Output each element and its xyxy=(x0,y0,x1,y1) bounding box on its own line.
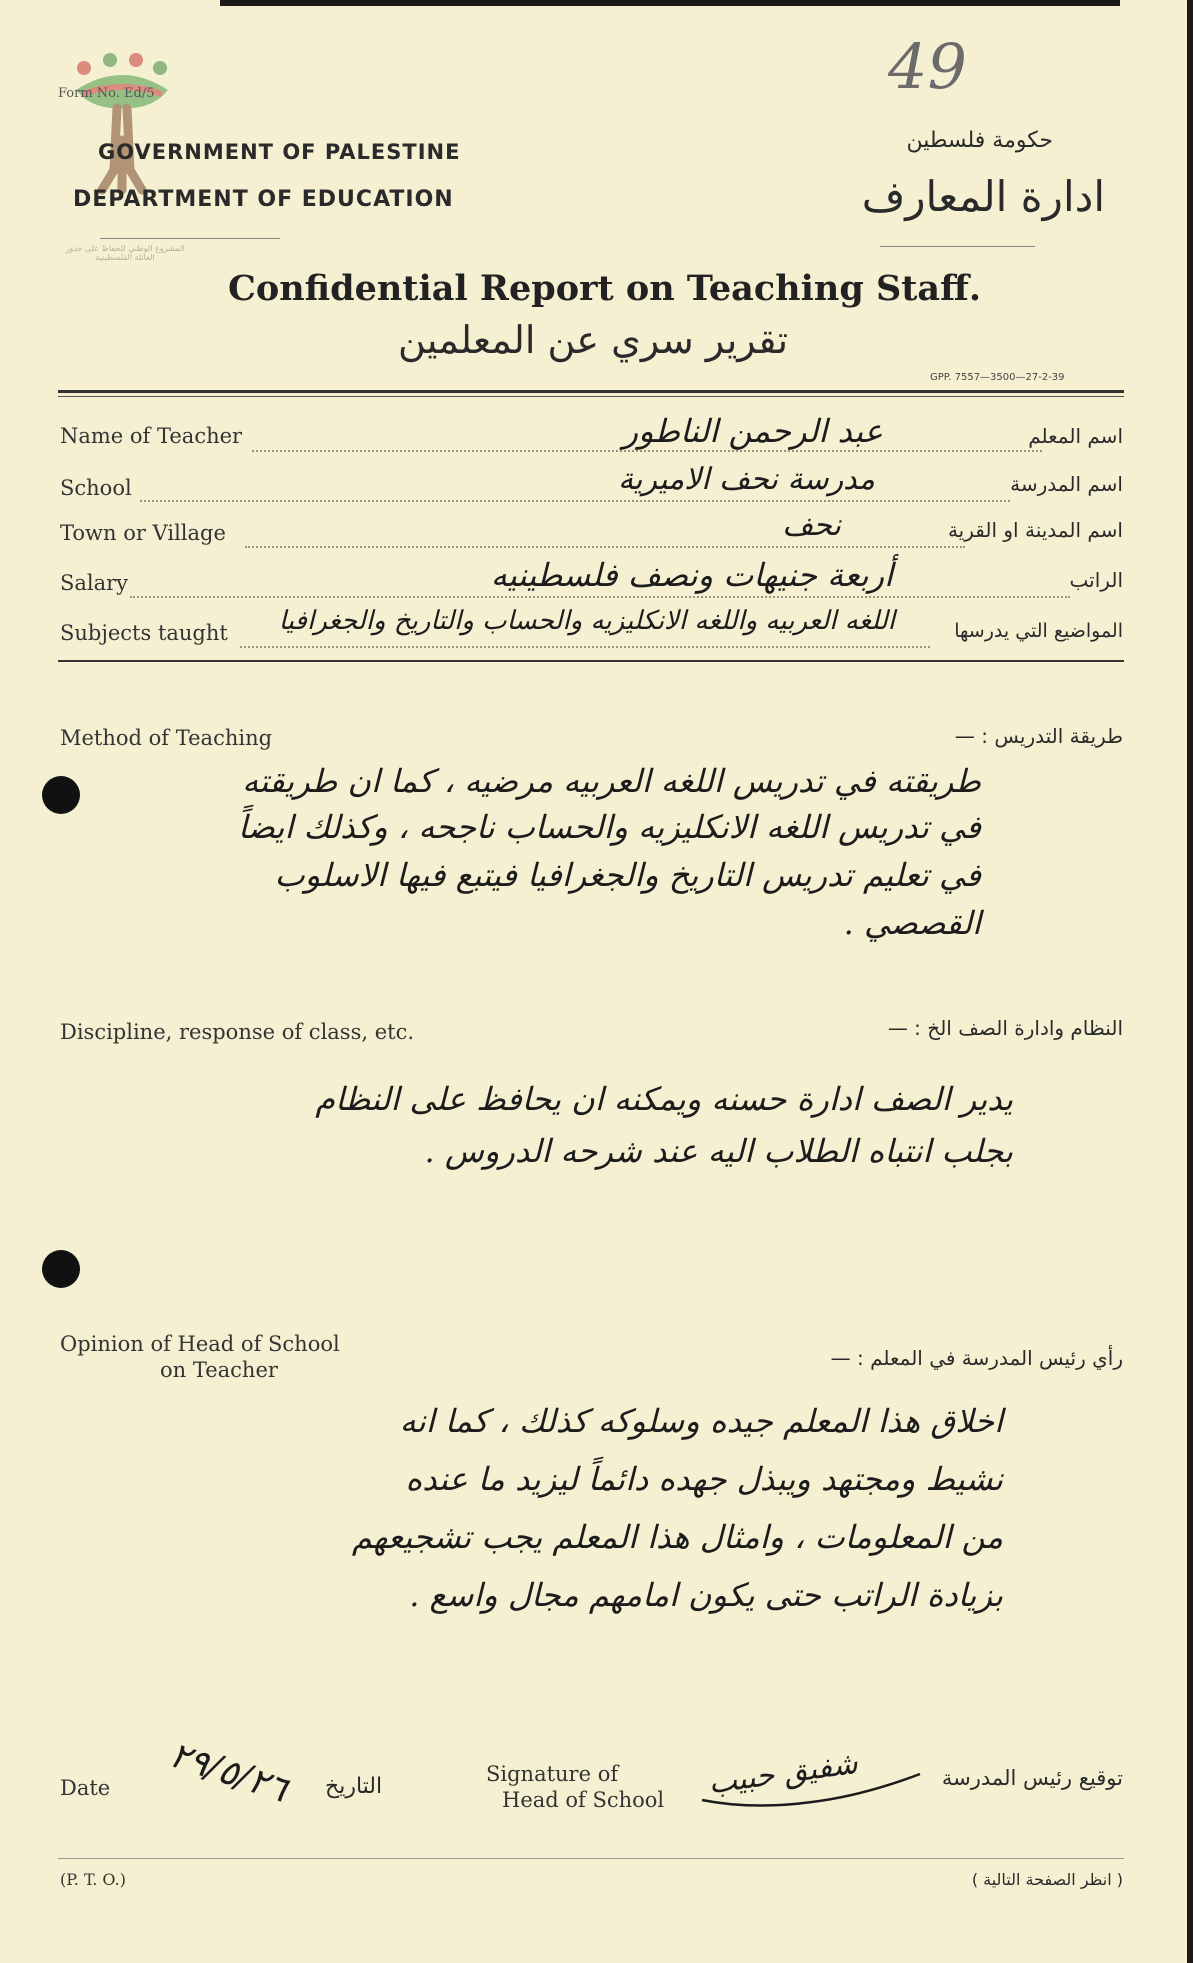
label-salary: Salary xyxy=(60,571,129,595)
label-school: School xyxy=(60,476,132,500)
opinion-line-1: اخلاق هذا المعلم جيده وسلوكه كذلك ، كما انه xyxy=(399,1402,1003,1440)
scan-edge-right xyxy=(1187,0,1193,1963)
header-rule-right xyxy=(880,246,1035,247)
method-line-2: في تدريس اللغه الانكليزيه والحساب ناجحه ، وكذلك ايضاً xyxy=(238,808,981,846)
government-title-en: GOVERNMENT OF PALESTINE xyxy=(98,140,461,164)
label-town-or-village: Town or Village xyxy=(60,521,226,545)
opinion-label-en-1: Opinion of Head of School xyxy=(60,1332,340,1356)
label-subjects-taught: Subjects taught xyxy=(60,621,228,645)
method-label-en: Method of Teaching xyxy=(60,726,273,750)
discipline-line-2: بجلب انتباه الطلاب اليه عند شرحه الدروس . xyxy=(424,1132,1013,1170)
department-title-ar: ادارة المعارف xyxy=(861,172,1105,221)
government-title-ar: حكومة فلسطين xyxy=(906,128,1053,153)
signature-label-en-2: Head of School xyxy=(502,1788,665,1812)
label-salary-ar: الراتب xyxy=(1069,568,1123,592)
punch-hole-top xyxy=(42,776,80,814)
label-subjects-taught-ar: المواضيع التي يدرسها xyxy=(954,620,1123,642)
dots-row-2 xyxy=(140,500,1010,502)
method-line-1: طريقته في تدريس اللغه العربيه مرضيه ، كما ان طريقته xyxy=(242,762,981,800)
signature-label-en-1: Signature of xyxy=(486,1762,619,1786)
date-label-ar: التاريخ xyxy=(325,1774,383,1799)
date-value: ٢٩/٥/٢٦ xyxy=(164,1734,293,1811)
method-line-3: في تعليم تدريس التاريخ والجغرافيا فيتبع فيها الاسلوب xyxy=(274,856,981,894)
footer-rule xyxy=(58,1858,1124,1859)
report-title-en: Confidential Report on Teaching Staff. xyxy=(228,268,982,309)
department-title-en: DEPARTMENT OF EDUCATION xyxy=(73,187,454,212)
opinion-line-4: بزيادة الراتب حتى يكون امامهم مجال واسع . xyxy=(409,1576,1003,1614)
watermark-logo-icon xyxy=(62,50,182,210)
opinion-label-en-2: on Teacher xyxy=(160,1358,278,1382)
method-label-ar: طريقة التدريس : — xyxy=(954,724,1123,748)
opinion-line-3: من المعلومات ، وامثال هذا المعلم يجب تشجيعهم xyxy=(351,1518,1003,1556)
dots-row-3 xyxy=(245,546,965,548)
page-number: 49 xyxy=(888,30,967,103)
header-rule-left xyxy=(100,238,280,239)
dots-row-4 xyxy=(130,596,1070,598)
watermark-text: المشروع الوطني للحفاظ على جذور العائلة الفلسطينية xyxy=(65,244,185,262)
value-name-of-teacher: عبد الرحمن الناطور xyxy=(622,412,883,450)
title-rule-thin xyxy=(58,396,1124,397)
discipline-line-1: يدير الصف ادارة حسنه ويمكنه ان يحافظ على النظام xyxy=(315,1080,1013,1118)
value-subjects-taught: اللغه العربيه واللغه الانكليزيه والحساب والتاريخ والجغرافيا xyxy=(278,606,895,636)
label-name-of-teacher: Name of Teacher xyxy=(60,424,243,448)
dots-row-1 xyxy=(252,450,1042,452)
dots-row-5 xyxy=(240,646,930,648)
value-salary: أربعة جنيهات ونصف فلسطينيه xyxy=(490,556,893,594)
value-school: مدرسة نحف الاميرية xyxy=(618,462,875,497)
method-line-4: القصصي . xyxy=(843,904,981,942)
label-school-ar: اسم المدرسة xyxy=(1010,472,1123,496)
head-signature: شفيق حبيب xyxy=(706,1745,860,1802)
opinion-label-ar: رأي رئيس المدرسة في المعلم : — xyxy=(830,1346,1123,1370)
value-town-or-village: نحف xyxy=(782,508,841,543)
title-rule xyxy=(58,390,1124,393)
pto-ar: ( انظر الصفحة التالية ) xyxy=(971,1870,1123,1889)
punch-hole-bottom xyxy=(42,1250,80,1288)
discipline-label-ar: النظام وادارة الصف الخ : — xyxy=(887,1016,1123,1040)
opinion-line-2: نشيط ومجتهد ويبذل جهده دائماً ليزيد ما عنده xyxy=(405,1460,1003,1498)
signature-flourish-icon xyxy=(692,1760,932,1820)
report-title-ar: تقرير سري عن المعلمين xyxy=(398,318,789,362)
label-town-or-village-ar: اسم المدينة او القرية xyxy=(947,518,1123,542)
form-number: Form No. Ed/5 xyxy=(58,86,155,101)
label-name-of-teacher-ar: اسم المعلم xyxy=(1028,424,1123,448)
scan-edge-top xyxy=(220,0,1120,6)
date-label-en: Date xyxy=(60,1776,111,1800)
pto-en: (P. T. O.) xyxy=(60,1870,126,1889)
signature-label-ar: توقيع رئيس المدرسة xyxy=(941,1766,1123,1790)
print-code: GPP. 7557—3500—27-2-39 xyxy=(930,372,1065,383)
discipline-label-en: Discipline, response of class, etc. xyxy=(60,1020,415,1044)
fields-rule xyxy=(58,660,1124,662)
